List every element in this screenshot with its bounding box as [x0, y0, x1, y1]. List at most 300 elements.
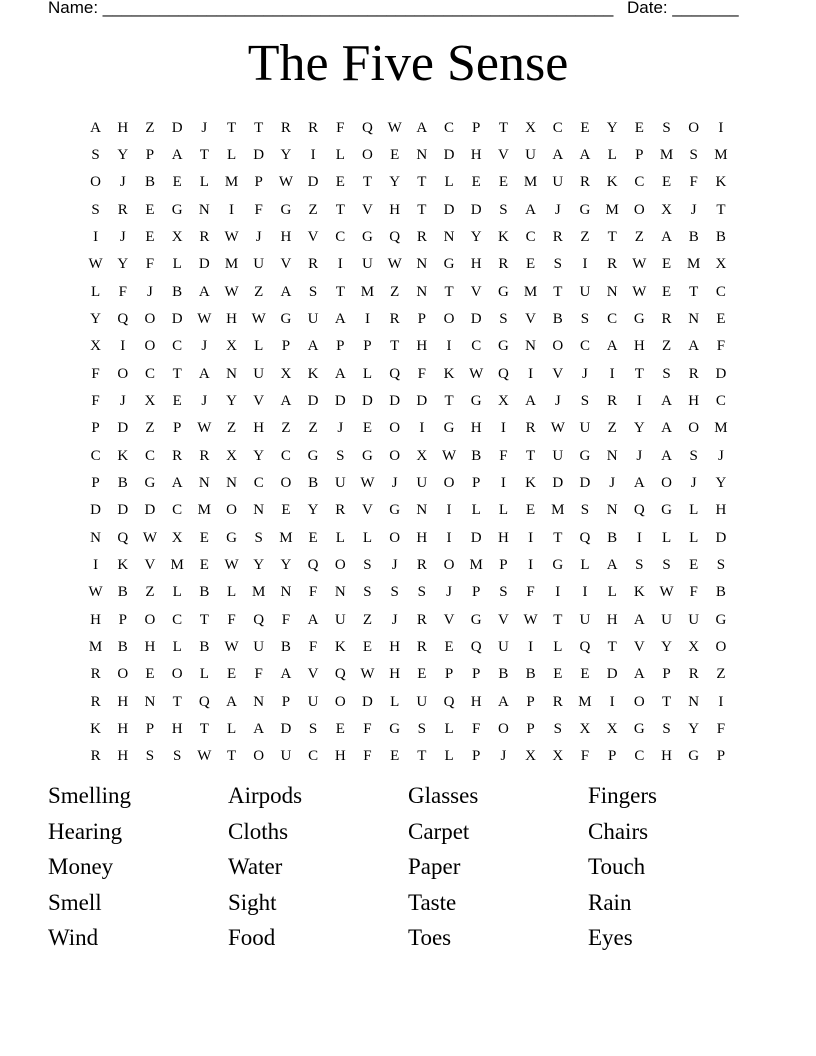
grid-letter: W: [197, 748, 212, 765]
grid-letter: S: [580, 502, 590, 519]
grid-letter: Z: [362, 611, 373, 628]
grid-letter: S: [91, 146, 100, 163]
grid-letter: C: [552, 119, 563, 136]
grid-letter: S: [308, 720, 318, 737]
grid-letter: K: [117, 556, 129, 573]
grid-letter: G: [443, 256, 455, 273]
grid-letter: S: [689, 447, 698, 464]
grid-letter: U: [552, 447, 564, 464]
grid-letter: F: [145, 256, 155, 273]
grid-letter: C: [172, 502, 183, 519]
grid-letter: Q: [362, 119, 373, 136]
grid-letter: H: [661, 748, 672, 765]
grid-letter: L: [335, 529, 345, 546]
grid-letter: P: [607, 748, 617, 765]
grid-letter: B: [498, 666, 509, 683]
grid-letter: D: [579, 474, 591, 491]
grid-letter: Z: [145, 420, 155, 437]
grid-letter: T: [553, 611, 563, 628]
grid-letter: E: [580, 666, 590, 683]
grid-letter: A: [198, 283, 210, 300]
grid-letter: P: [91, 420, 100, 437]
grid-letter: J: [147, 283, 153, 300]
grid-letter: S: [499, 584, 508, 601]
grid-letter: T: [607, 638, 617, 655]
grid-letter: P: [336, 338, 345, 355]
grid-letter: I: [310, 146, 316, 163]
grid-letter: Q: [307, 556, 319, 573]
grid-letter: U: [688, 611, 700, 628]
grid-letter: W: [224, 228, 239, 245]
grid-letter: K: [525, 474, 537, 491]
grid-letter: X: [497, 392, 509, 409]
grid-letter: U: [253, 638, 265, 655]
grid-letter: G: [280, 201, 292, 218]
grid-letter: W: [224, 638, 239, 655]
grid-letter: A: [688, 338, 700, 355]
grid-letter: V: [443, 611, 455, 628]
grid-letter: R: [90, 693, 101, 710]
grid-letter: E: [199, 529, 209, 546]
grid-letter: A: [552, 146, 564, 163]
grid-letter: R: [552, 228, 563, 245]
grid-letter: N: [90, 529, 102, 546]
grid-letter: T: [634, 365, 644, 382]
grid-letter: E: [199, 556, 209, 573]
grid-letter: D: [443, 146, 455, 163]
grid-letter: E: [281, 502, 291, 519]
grid-letter: H: [117, 693, 129, 710]
grid-letter: W: [360, 474, 375, 491]
grid-letter: S: [553, 256, 562, 273]
grid-letter: O: [633, 693, 645, 710]
grid-letter: Y: [117, 256, 129, 273]
grid-letter: D: [171, 310, 183, 327]
grid-letter: T: [498, 119, 508, 136]
grid-row: [82, 251, 735, 278]
grid-letter: O: [497, 720, 509, 737]
grid-row: [82, 114, 735, 141]
grid-letter: L: [172, 584, 182, 601]
grid-letter: C: [335, 228, 346, 245]
grid-letter: W: [142, 529, 158, 546]
grid-letter: L: [444, 174, 454, 191]
grid-letter: M: [224, 174, 239, 191]
grid-letter: X: [579, 720, 591, 737]
grid-letter: D: [307, 174, 319, 191]
grid-letter: Z: [634, 228, 644, 245]
grid-letter: I: [364, 310, 370, 327]
grid-letter: U: [661, 611, 672, 628]
grid-letter: T: [199, 146, 209, 163]
grid-letter: H: [715, 502, 727, 519]
grid-letter: L: [254, 338, 264, 355]
grid-letter: W: [251, 310, 266, 327]
grid-letter: D: [280, 720, 292, 737]
grid-row: [82, 305, 735, 332]
grid-letter: V: [307, 666, 319, 683]
grid-letter: T: [390, 338, 400, 355]
grid-letter: F: [363, 720, 372, 737]
grid-letter: E: [145, 666, 155, 683]
grid-letter: I: [419, 420, 425, 437]
grid-row: [82, 633, 735, 660]
grid-letter: A: [579, 146, 591, 163]
grid-letter: E: [580, 119, 590, 136]
grid-letter: J: [391, 556, 398, 573]
grid-letter: F: [336, 119, 345, 136]
grid-letter: V: [280, 256, 292, 273]
grid-letter: S: [553, 720, 562, 737]
grid-letter: J: [119, 174, 126, 191]
word-bank-item: Smell: [48, 889, 102, 915]
grid-letter: G: [579, 447, 591, 464]
grid-letter: O: [688, 119, 700, 136]
grid-letter: P: [145, 720, 155, 737]
grid-letter: S: [580, 310, 590, 327]
grid-letter: T: [199, 720, 209, 737]
grid-letter: P: [716, 748, 726, 765]
grid-letter: V: [253, 392, 265, 409]
grid-letter: I: [528, 365, 534, 382]
grid-letter: Y: [117, 146, 129, 163]
grid-letter: V: [497, 146, 509, 163]
grid-letter: F: [716, 338, 726, 355]
grid-letter: Z: [390, 283, 400, 300]
grid-letter: N: [226, 365, 237, 382]
grid-letter: Q: [497, 365, 509, 382]
grid-letter: V: [633, 638, 645, 655]
grid-letter: S: [662, 556, 671, 573]
grid-letter: U: [416, 693, 428, 710]
grid-letter: P: [472, 474, 481, 491]
grid-letter: D: [117, 420, 129, 437]
grid-letter: J: [201, 338, 208, 355]
grid-letter: K: [715, 174, 727, 191]
grid-letter: U: [307, 693, 319, 710]
grid-letter: E: [226, 666, 237, 683]
grid-letter: D: [307, 392, 319, 409]
word-search-grid: [82, 114, 735, 770]
grid-letter: E: [145, 228, 155, 245]
grid-letter: A: [280, 283, 292, 300]
grid-letter: M: [605, 201, 619, 218]
grid-letter: Q: [253, 611, 265, 628]
grid-letter: T: [362, 174, 373, 191]
grid-letter: X: [171, 529, 183, 546]
grid-letter: L: [444, 720, 454, 737]
grid-letter: P: [472, 666, 481, 683]
grid-row: [82, 606, 735, 633]
grid-letter: P: [444, 666, 454, 683]
grid-letter: Q: [334, 666, 346, 683]
grid-letter: G: [144, 474, 156, 491]
grid-letter: I: [582, 256, 588, 273]
grid-letter: T: [335, 283, 345, 300]
grid-letter: J: [554, 201, 561, 218]
grid-letter: Q: [470, 638, 482, 655]
grid-letter: T: [417, 174, 427, 191]
grid-letter: G: [633, 720, 645, 737]
grid-letter: C: [715, 392, 726, 409]
grid-letter: J: [119, 392, 126, 409]
grid-letter: R: [90, 666, 101, 683]
grid-letter: J: [717, 447, 724, 464]
grid-letter: K: [497, 228, 509, 245]
grid-letter: L: [226, 720, 237, 737]
grid-letter: F: [580, 748, 590, 765]
grid-letter: D: [552, 474, 564, 491]
grid-letter: X: [416, 447, 428, 464]
grid-letter: O: [633, 201, 645, 218]
grid-letter: Q: [117, 529, 129, 546]
grid-letter: U: [334, 474, 346, 491]
grid-letter: T: [226, 119, 237, 136]
grid-letter: D: [90, 502, 102, 519]
grid-letter: W: [469, 365, 484, 382]
grid-row: [82, 333, 735, 360]
grid-letter: P: [662, 666, 671, 683]
grid-letter: P: [472, 748, 481, 765]
grid-letter: R: [498, 256, 509, 273]
grid-letter: T: [417, 748, 427, 765]
word-bank-item: Sight: [228, 889, 277, 915]
grid-letter: B: [308, 474, 319, 491]
grid-letter: A: [633, 611, 645, 628]
grid-letter: C: [471, 338, 482, 355]
grid-letter: H: [90, 611, 102, 628]
grid-letter: N: [443, 228, 455, 245]
grid-letter: N: [280, 584, 292, 601]
grid-letter: D: [470, 201, 482, 218]
grid-letter: F: [308, 584, 318, 601]
grid-letter: L: [607, 584, 617, 601]
grid-letter: L: [199, 666, 209, 683]
grid-letter: X: [171, 228, 183, 245]
grid-letter: Y: [280, 556, 292, 573]
grid-letter: Y: [90, 310, 102, 327]
grid-letter: N: [198, 474, 210, 491]
grid-letter: M: [224, 256, 239, 273]
grid-letter: F: [281, 611, 291, 628]
grid-letter: H: [633, 338, 645, 355]
word-bank-item: Rain: [588, 889, 632, 915]
grid-letter: B: [715, 584, 726, 601]
grid-row: [82, 688, 735, 715]
grid-letter: D: [334, 392, 346, 409]
grid-letter: L: [607, 146, 617, 163]
grid-letter: Q: [389, 228, 401, 245]
grid-letter: I: [555, 584, 561, 601]
grid-letter: M: [469, 556, 483, 573]
grid-letter: A: [307, 338, 319, 355]
grid-letter: V: [497, 611, 509, 628]
word-bank: [48, 781, 768, 959]
grid-letter: T: [553, 529, 563, 546]
grid-letter: J: [609, 474, 616, 491]
grid-letter: W: [278, 174, 293, 191]
grid-row: [82, 715, 735, 742]
grid-letter: C: [525, 228, 536, 245]
word-bank-item: Wind: [48, 925, 99, 950]
grid-letter: O: [117, 666, 129, 683]
grid-letter: V: [362, 201, 373, 218]
grid-letter: B: [199, 638, 210, 655]
grid-letter: I: [93, 556, 99, 573]
grid-letter: G: [579, 201, 591, 218]
grid-letter: A: [280, 392, 292, 409]
grid-letter: T: [444, 392, 454, 409]
page-title: The Five Sense: [247, 35, 569, 92]
grid-letter: P: [526, 693, 535, 710]
grid-letter: R: [525, 420, 536, 437]
grid-letter: X: [280, 365, 292, 382]
grid-letter: I: [500, 420, 506, 437]
word-bank-item: Eyes: [588, 925, 633, 950]
grid-letter: V: [144, 556, 156, 573]
grid-letter: Y: [661, 638, 672, 655]
grid-letter: O: [334, 693, 346, 710]
grid-letter: O: [715, 638, 727, 655]
grid-letter: I: [718, 693, 724, 710]
grid-letter: A: [661, 228, 672, 245]
grid-letter: L: [362, 365, 373, 382]
grid-letter: W: [550, 420, 565, 437]
grid-letter: D: [470, 310, 482, 327]
grid-letter: G: [552, 556, 564, 573]
grid-letter: M: [523, 174, 538, 191]
grid-row: [82, 141, 735, 168]
grid-letter: Z: [145, 119, 155, 136]
grid-letter: A: [606, 556, 618, 573]
grid-letter: P: [91, 474, 100, 491]
grid-letter: E: [634, 119, 644, 136]
grid-letter: R: [416, 556, 427, 573]
grid-letter: P: [281, 338, 291, 355]
grid-letter: S: [689, 146, 698, 163]
grid-letter: L: [661, 529, 672, 546]
grid-letter: G: [362, 447, 373, 464]
grid-letter: R: [579, 174, 590, 191]
grid-letter: O: [171, 666, 183, 683]
grid-letter: U: [552, 174, 564, 191]
grid-letter: H: [470, 146, 482, 163]
grid-letter: M: [659, 146, 674, 163]
grid-letter: C: [579, 338, 590, 355]
grid-letter: U: [334, 611, 346, 628]
word-bank-item: Cloths: [228, 818, 289, 844]
grid-letter: N: [198, 201, 210, 218]
grid-letter: F: [254, 201, 263, 218]
grid-letter: X: [226, 338, 237, 355]
grid-letter: G: [307, 447, 319, 464]
grid-letter: Y: [253, 447, 265, 464]
word-bank-item: Glasses: [408, 783, 479, 808]
grid-row: [82, 524, 735, 551]
grid-letter: V: [470, 283, 482, 300]
grid-letter: S: [417, 720, 427, 737]
grid-letter: P: [145, 146, 155, 163]
grid-letter: S: [336, 447, 345, 464]
grid-letter: I: [528, 556, 534, 573]
grid-letter: L: [498, 502, 508, 519]
grid-letter: L: [689, 502, 699, 519]
grid-letter: J: [119, 228, 126, 245]
word-bank-item: Carpet: [408, 818, 470, 844]
grid-letter: L: [390, 693, 400, 710]
grid-letter: N: [144, 693, 156, 710]
grid-letter: G: [633, 310, 645, 327]
grid-letter: W: [224, 283, 239, 300]
grid-letter: Y: [470, 228, 482, 245]
grid-letter: D: [470, 529, 482, 546]
grid-letter: P: [472, 584, 481, 601]
grid-letter: G: [171, 201, 183, 218]
grid-letter: Z: [716, 666, 726, 683]
grid-letter: E: [335, 720, 345, 737]
grid-letter: S: [580, 392, 590, 409]
grid-letter: U: [253, 256, 265, 273]
grid-letter: J: [391, 474, 398, 491]
grid-letter: T: [716, 201, 726, 218]
grid-letter: L: [444, 748, 454, 765]
grid-letter: S: [254, 529, 263, 546]
grid-letter: B: [117, 474, 128, 491]
grid-row: [82, 743, 735, 770]
grid-letter: H: [389, 638, 401, 655]
grid-letter: A: [253, 720, 265, 737]
grid-letter: N: [226, 474, 237, 491]
grid-letter: R: [308, 256, 319, 273]
grid-letter: R: [416, 638, 427, 655]
word-bank-item: Food: [228, 925, 276, 950]
grid-letter: N: [688, 693, 700, 710]
grid-letter: Z: [661, 338, 672, 355]
grid-letter: R: [607, 392, 618, 409]
grid-letter: G: [470, 611, 482, 628]
grid-letter: N: [606, 502, 618, 519]
grid-letter: L: [226, 146, 237, 163]
grid-row: [82, 469, 735, 496]
grid-letter: A: [606, 338, 618, 355]
grid-letter: O: [443, 310, 455, 327]
grid-letter: Q: [633, 502, 645, 519]
grid-letter: R: [172, 447, 183, 464]
grid-letter: O: [552, 338, 564, 355]
grid-letter: I: [582, 584, 588, 601]
grid-letter: W: [88, 256, 103, 273]
word-bank-item: Money: [48, 854, 114, 879]
grid-letter: L: [335, 146, 345, 163]
grid-letter: X: [525, 748, 537, 765]
grid-letter: H: [117, 119, 129, 136]
grid-letter: X: [688, 638, 700, 655]
grid-letter: J: [582, 365, 588, 382]
grid-letter: W: [88, 584, 103, 601]
grid-letter: D: [362, 392, 373, 409]
grid-letter: M: [170, 556, 184, 573]
grid-letter: K: [443, 365, 455, 382]
grid-letter: G: [443, 420, 455, 437]
grid-letter: R: [335, 502, 346, 519]
grid-letter: S: [417, 584, 427, 601]
grid-letter: H: [280, 228, 292, 245]
grid-letter: X: [552, 748, 564, 765]
grid-letter: B: [552, 310, 563, 327]
grid-letter: A: [334, 365, 346, 382]
grid-letter: X: [715, 256, 727, 273]
grid-letter: U: [253, 365, 265, 382]
